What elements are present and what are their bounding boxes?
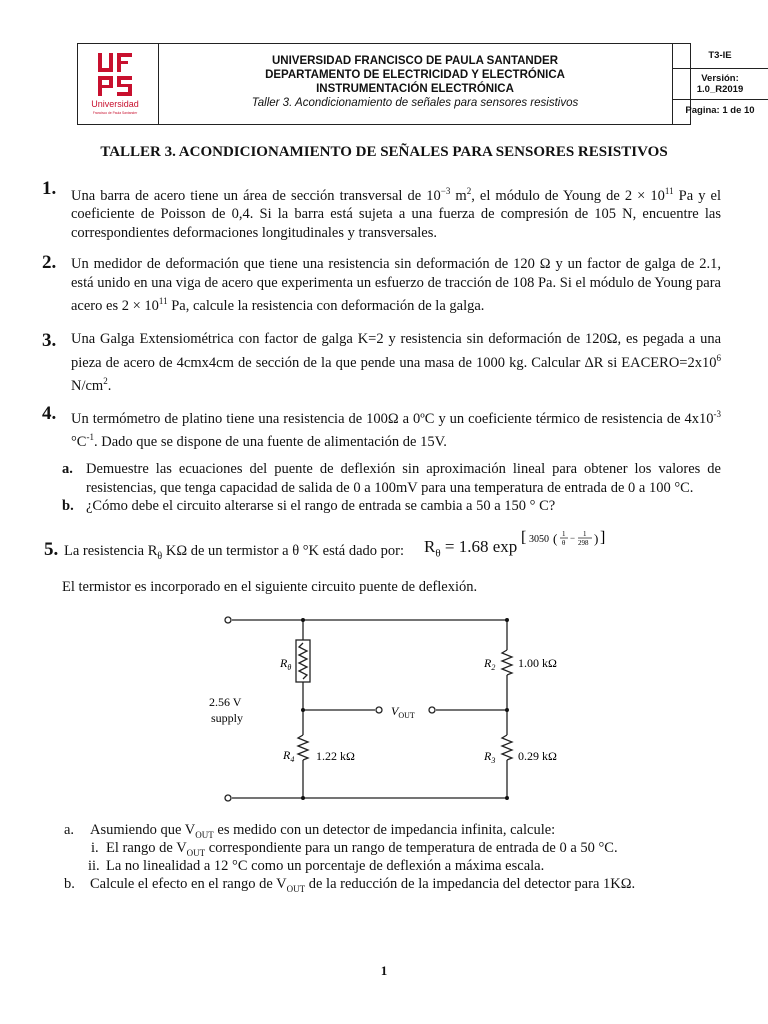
page-title: TALLER 3. ACONDICIONAMIENTO DE SEÑALES PARA SENSORES RESISTIVOS	[100, 144, 668, 160]
svg-text:θ: θ	[561, 539, 565, 547]
svg-text:): )	[593, 531, 598, 546]
question-5ai-label: i.	[91, 840, 99, 856]
question-4-text: Un termómetro de platino tiene una resistencia de 100Ω a 0ºC y un coeficiente térmico de resistencia de $4x10^{-3}$ $^\circ C^{-1}$. Dado que se dispone de una fuente de alimentación de 15V.	[71, 409, 721, 451]
r-theta-label: $R_\theta$	[280, 656, 292, 672]
doc-code: T3-IE	[708, 50, 732, 61]
supply-label: supply	[211, 711, 244, 725]
header-meta	[672, 44, 768, 124]
r4-zigzag	[298, 735, 308, 760]
question-4b-label: b.	[62, 498, 74, 514]
question-5-text: La resistencia $R_\theta$ KΩ de un termistor a θ °K está dado por:	[64, 543, 404, 562]
svg-text:Universidad: Universidad	[91, 99, 139, 109]
version-label: Versión:	[701, 73, 739, 84]
question-5b-text: Calcule el efecto en el rango de $V_{OUT}$ de la reducción de la impedancia del detector para 1KΩ.	[90, 876, 636, 894]
version-value: 1.0_R2019	[696, 84, 744, 95]
question-1-text: Una barra de acero tiene un área de sección transversal de $10^{-3}$ $m^2$, el módulo de Young de $2 \times 10^{11}$ Pa y el coeficiente de Poisson de 0,4. Si la barra está sujeta a una fuerza de compresión de 105 N, encuentre las correspondientes deformaciones longitudinales y transversales.	[71, 186, 722, 241]
question-5ai-text: El rango de $V_{OUT}$ correspondiente para un rango de temperatura de entrada de 0 a 50 °C.	[106, 840, 618, 858]
r2-value: 1.00 kΩ	[518, 656, 557, 670]
r2-zigzag	[502, 650, 512, 675]
question-3-text: Una Galga Extensiométrica con factor de galga K=2 y resistencia sin deformación de 120Ω, es pegada a una pieza de acero de 4cmx4cm de sección de la que pende una masa de 1000 kg. Calcular ΔR si $EACERO=2x10^6$ $N/cm^2$.	[71, 331, 721, 394]
r2-label: $R_2$	[484, 656, 496, 672]
vout-label: $V_{OUT}$	[391, 704, 415, 720]
svg-text:[: [	[520, 529, 526, 546]
question-5-number: 5.	[44, 539, 59, 560]
university-name: UNIVERSIDAD FRANCISCO DE PAULA SANTANDER	[271, 55, 559, 67]
svg-text:(: (	[552, 531, 557, 546]
formula-exponent	[520, 528, 640, 556]
document-header	[77, 43, 755, 125]
r4-value: 1.22 kΩ	[316, 749, 355, 763]
department-name: DEPARTAMENTO DE ELECTRICIDAD Y ELECTRÓNICA	[265, 69, 565, 81]
question-4-number: 4.	[42, 403, 57, 424]
question-4a-text: Demuestre las ecuaciones del puente de deflexión sin aproximación lineal para obtener los valores de resistencias, que tenga capacidad de salida de 0 a 100mV para una temperatura de entrada de 0 a 100 °C.	[86, 461, 721, 496]
question-5aii-label: ii.	[88, 858, 100, 874]
workshop-subtitle: Taller 3. Acondicionamiento de señales para sensores resistivos	[251, 97, 579, 109]
question-5aii-text: La no linealidad a 12 °C como un porcentaje de deflexión a máxima escala.	[106, 858, 545, 874]
question-5a-text: Asumiendo que $V_{OUT}$ es medido con un detector de impedancia infinita, calcule:	[90, 822, 556, 840]
circuit-intro: El termistor es incorporado en el siguiente circuito puente de deflexión.	[62, 579, 478, 595]
question-2-number: 2.	[42, 252, 57, 273]
page-indicator: Pagina: 1 de 10	[685, 105, 755, 116]
r3-value: 0.29 kΩ	[518, 749, 557, 763]
supply-voltage: 2.56 V	[209, 695, 242, 709]
thermistor-formula: $R_\theta = 1.68$ exp [ 3050 ( 1 θ − 1 298 ) ]	[424, 536, 640, 564]
question-3-number: 3.	[42, 330, 57, 351]
svg-text:298: 298	[577, 539, 589, 547]
svg-text:3050: 3050	[528, 534, 549, 545]
svg-text:1: 1	[582, 530, 587, 538]
question-4b-text: ¿Cómo debe el circuito alterarse si el rango de entrada se cambia a 50 a 150 ° C?	[86, 498, 556, 514]
r4-label: $R_4$	[283, 748, 295, 764]
svg-text:]: ]	[599, 529, 605, 546]
question-2-text: Un medidor de deformación que tiene una resistencia sin deformación de 120 Ω y un factor de galga de 2.1, está unido en una viga de acero que experimenta un esfuerzo de tracción de 108 Pa. Si el módulo de Young para acero es $2 \times 10^{11}$ Pa, calcule la resistencia con deformación de la galga.	[71, 256, 721, 314]
svg-text:−: −	[569, 533, 575, 543]
page-number: 1	[380, 963, 388, 978]
r3-zigzag	[502, 735, 512, 760]
question-1-number: 1.	[42, 178, 57, 199]
svg-text:1: 1	[561, 530, 566, 538]
question-5b-label: b.	[64, 876, 75, 892]
r3-label: $R_3$	[484, 749, 496, 765]
question-4a-label: a.	[62, 461, 73, 477]
bridge-circuit	[0, 610, 768, 820]
header-titles	[158, 44, 673, 124]
svg-text:Francisco de Paula Santander: Francisco de Paula Santander	[92, 111, 138, 115]
question-5a-label: a.	[64, 822, 75, 838]
university-logo	[78, 44, 159, 124]
course-name: INSTRUMENTACIÓN ELECTRÓNICA	[316, 83, 514, 95]
